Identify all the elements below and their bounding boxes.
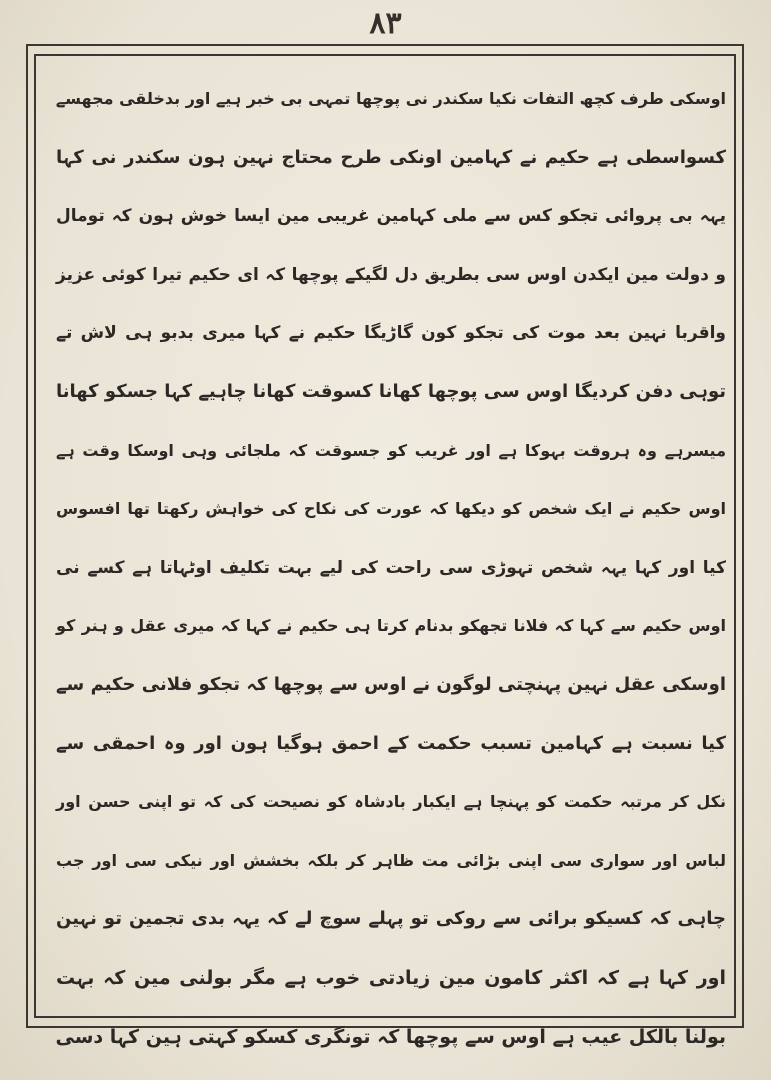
text-line: اوسکی طرف کچھ التفات نکیا سکندر نی پوچھا تمہی بی خبر ہیے اور بدخلقی مجھسے: [55, 89, 726, 108]
text-line: توہی دفن کردیگا اوس سی پوچھا کھانا کسوقت کھانا چاہیے کہا جسکو کھانا: [56, 380, 726, 402]
text-line: اوس حکیم نے ایک شخص کو دیکھا کہ عورت کی نکاح کی خواہش رکھتا تھا افسوس: [56, 499, 726, 519]
page-number: ۸۳: [369, 6, 402, 41]
text-line: و دولت مین ایکدن اوس سی بطریق دل لگیکے پوچھا کہ ای حکیم تیرا کوئی عزیز: [56, 264, 726, 285]
urdu-text-body: [55, 70, 726, 1048]
text-line: میسرہے وہ ہروقت بہوکا ہے اور غریب کو جسوقت کہ ملجائی وہی اوسکا وقت ہے: [56, 440, 726, 460]
text-line: نکل کر مرتبہ حکمت کو پہنچا ہے ایکبار بادشاہ کو نصیحت کی کہ تو اپنی حسن اور: [56, 792, 726, 812]
text-line: یہہ بی پروائی تجکو کس سے ملی کہامین غریبی مین ایسا خوش ہون کہ تومال: [56, 206, 726, 227]
text-line: بولنا بالکل عیب ہے اوس سے پوچھا کہ تونگری کسکو کہتی ہین کہا دسی: [55, 1025, 726, 1048]
text-line: اوسکی عقل نہین پہنچتی لوگون نے اوس سے پوچھا کہ تجکو فلانی حکیم سے: [56, 673, 726, 695]
text-line: کسواسطی ہے حکیم نے کہامین اونکی طرح محتاج نہین ہون سکندر نی کہا: [56, 146, 726, 168]
text-line: واقربا نہین بعد موت کی تجکو کون گاڑیگا حکیم نے کہا میری بدبو ہی لاش تے: [56, 323, 726, 344]
text-line: اور کہا ہے کہ اکثر کامون مین زیادتی خوب ہے مگر بولنی مین کہ بہت: [56, 966, 726, 989]
text-line: کیا اور کہا یہہ شخص تہوڑی سی راحت کی لیے بہت تکلیف اوٹہاتا ہے کسے نی: [56, 557, 726, 578]
text-line: چاہی کہ کسیکو برائی سے روکی تو پہلے سوچ لے کہ یہہ بدی تجمین تو نہین: [56, 908, 726, 930]
text-line: کیا نسبت ہے کہامین تسبب حکمت کے احمق ہوگیا ہون اور وہ احمقی سے: [56, 732, 726, 754]
text-line: اوس حکیم سے کہا کہ فلانا تجھکو بدنام کرتا ہی حکیم نے کہا کہ میری عقل و ہنر کو: [56, 616, 726, 636]
text-line: لباس اور سواری سی اپنی بڑائی مت ظاہر کر بلکہ بخشش اور نیکی سی اور جب: [56, 850, 726, 870]
